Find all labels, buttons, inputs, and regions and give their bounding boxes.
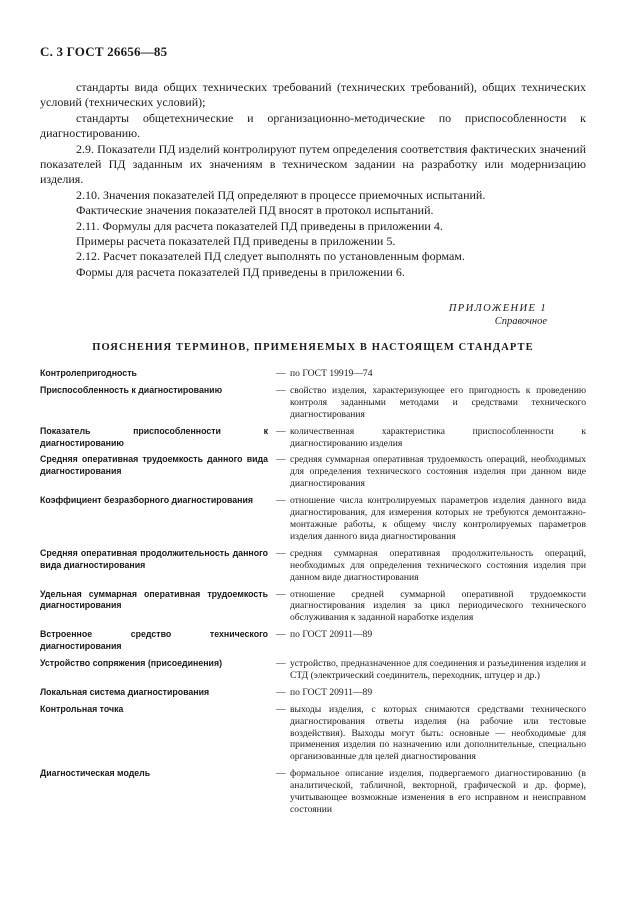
paragraph: 2.10. Значения показателей ПД определяют в процессе приемочных испытаний. bbox=[76, 187, 486, 202]
term-dash: — bbox=[276, 588, 286, 600]
term-row bbox=[40, 368, 586, 380]
term-row bbox=[40, 589, 586, 625]
term-definition: средняя суммарная оперативная трудоемкость операций, необходимых для определения технического состояния изделия при данном виде диагностирования bbox=[290, 454, 586, 490]
term-row bbox=[40, 426, 586, 450]
term-definition: отношение числа контролируемых параметров изделия данного вида диагностирования, для измерения которых не требуются демонтажно-монтажные работы, к общему числу контролируемых параметров изделия данного вида диагностирования bbox=[290, 495, 586, 542]
term-definition: средняя суммарная оперативная продолжительность операций, необходимых для определения технического состояния изделия при данном виде диагностирования bbox=[290, 547, 586, 583]
paragraph: стандарты вида общих технических требований (технических требований), общих технических условий (технических условий); bbox=[40, 80, 586, 110]
term-name: Коэффициент безразборного диагностирования bbox=[40, 495, 254, 506]
term-name: Диагностическая модель bbox=[40, 768, 151, 779]
term-dash: — bbox=[276, 703, 286, 715]
term-definition: по ГОСТ 20911—89 bbox=[290, 629, 373, 641]
appendix-type: Справочное bbox=[494, 316, 547, 327]
term-dash: — bbox=[276, 686, 286, 698]
term-definition: формальное описание изделия, подвергаемого диагностированию (в аналитической, табличной, векторной, графической и др. форме), учитывающее возможные изменения в его исправном и неисправном состоянии bbox=[290, 768, 586, 815]
term-dash: — bbox=[276, 629, 286, 641]
paragraph: Примеры расчета показателей ПД приведены в приложении 5. bbox=[76, 234, 396, 249]
term-name: Средняя оперативная трудоемкость данного вида диагностирования bbox=[40, 454, 268, 477]
term-definition: устройство, предназначенное для соединения и разъединения изделия и СТД (электрический соединитель, переходник, штуцер и др.) bbox=[290, 658, 586, 681]
terms-table bbox=[40, 368, 586, 821]
term-name: Локальная система диагностирования bbox=[40, 686, 210, 697]
term-row bbox=[40, 385, 586, 421]
term-row bbox=[40, 495, 586, 543]
term-name: Средняя оперативная продолжительность данного вида диагностирования bbox=[40, 547, 268, 570]
paragraph: 2.12. Расчет показателей ПД следует выполнять по установленным формам. bbox=[76, 249, 465, 264]
term-dash: — bbox=[276, 658, 286, 670]
term-name: Устройство сопряжения (присоединения) bbox=[40, 658, 223, 669]
term-name: Контролепригодность bbox=[40, 368, 137, 378]
term-row bbox=[40, 768, 586, 816]
term-dash: — bbox=[276, 368, 286, 379]
term-row bbox=[40, 658, 586, 682]
term-dash: — bbox=[276, 547, 286, 559]
term-definition: отношение средней суммарной оперативной трудоемкости диагностирования изделия за цикл периодического технического обслуживания к заданной наработке изделия bbox=[290, 588, 586, 624]
term-name: Приспособленность к диагностированию bbox=[40, 384, 223, 395]
appendix-label bbox=[449, 302, 547, 328]
body-text bbox=[40, 80, 586, 280]
appendix-title: ПОЯСНЕНИЯ ТЕРМИНОВ, ПРИМЕНЯЕМЫХ В НАСТОЯЩЕМ СТАНДАРТЕ bbox=[92, 342, 534, 353]
term-definition: свойство изделия, характеризующее его пригодность к проведению контроля заданными методами и средствами технического диагностирования bbox=[290, 384, 586, 420]
paragraph: Формы для расчета показателей ПД приведены в приложении 6. bbox=[76, 264, 405, 279]
term-dash: — bbox=[276, 454, 286, 466]
term-definition: количественная характеристика приспособленности к диагностированию изделия bbox=[290, 425, 586, 449]
term-dash: — bbox=[276, 425, 286, 437]
term-row bbox=[40, 704, 586, 764]
term-name: Контрольная точка bbox=[40, 703, 124, 714]
paragraph: Фактические значения показателей ПД вносят в протокол испытаний. bbox=[76, 203, 434, 218]
term-definition: выходы изделия, с которых снимаются средствами технического диагностирования ответы изделия (на рабочие или тестовые воздействия). Выходы могут быть: основные — необходимые для применения изделия по назначению или дополнительные, специально организованные для целей диагностирования bbox=[290, 703, 586, 763]
term-definition: по ГОСТ 19919—74 bbox=[290, 368, 373, 379]
term-dash: — bbox=[276, 384, 286, 396]
term-definition: по ГОСТ 20911—89 bbox=[290, 686, 373, 698]
appendix-number: ПРИЛОЖЕНИЕ 1 bbox=[448, 303, 547, 314]
term-name: Встроенное средство технического диагностирования bbox=[40, 629, 268, 652]
term-name: Показатель приспособленности к диагностированию bbox=[40, 425, 268, 448]
term-name: Удельная суммарная оперативная трудоемкость диагностирования bbox=[40, 588, 268, 611]
term-row bbox=[40, 687, 586, 699]
term-row bbox=[40, 548, 586, 584]
term-dash: — bbox=[276, 768, 286, 780]
term-row bbox=[40, 629, 586, 653]
term-row bbox=[40, 454, 586, 490]
page-header: С. 3 ГОСТ 26656—85 bbox=[40, 44, 168, 59]
paragraph: 2.11. Формулы для расчета показателей ПД приведены в приложении 4. bbox=[76, 218, 443, 233]
paragraph: 2.9. Показатели ПД изделий контролируют путем определения соответствия фактических значений показателей ПД заданным их значениям в техническом задании на разработку или модернизацию изделия. bbox=[40, 141, 586, 187]
term-dash: — bbox=[276, 495, 286, 507]
paragraph: стандарты общетехнические и организационно-методические по приспособленности к диагностированию. bbox=[40, 110, 586, 141]
